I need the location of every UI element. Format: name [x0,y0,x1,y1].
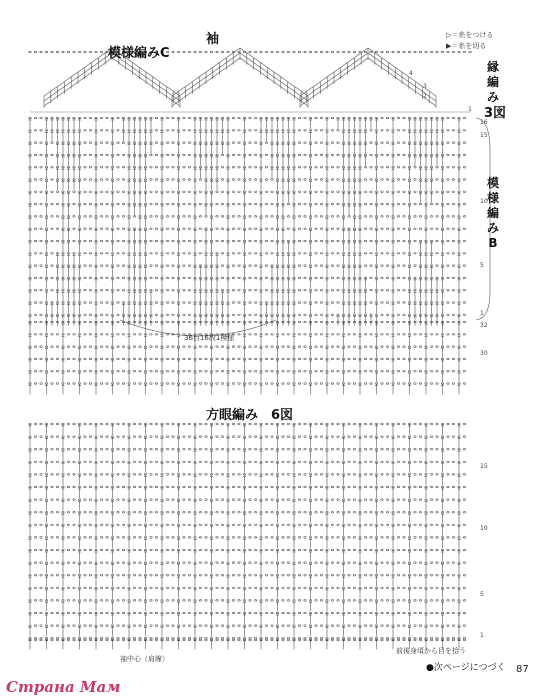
pattern-b-char: み [486,221,499,235]
edge-title-char: 縁 [486,60,499,74]
row-marker: 4 [409,70,413,77]
pattern-b-char: B [488,236,498,250]
pattern-b-char: 様 [486,191,499,205]
row-marker: 1 [480,632,484,639]
legend-attach-yarn: ▷＝糸をつける [446,31,494,39]
filet-title: 方眼編み 6図 [206,408,294,423]
row-marker: 10 [480,525,488,532]
pickup-note: 前後身頃から目を拾う [396,647,466,655]
row-marker: 15 [480,132,488,139]
pattern-b-char: 模 [486,176,499,190]
next-page-note: ●次ページにつづく [426,663,506,673]
row-marker: 10 [480,198,488,205]
row-marker: 1 [468,106,472,113]
edge-title-char: み [486,90,499,104]
pattern-b-title [486,176,500,251]
figure-3-label: 3図 [484,106,507,121]
watermark-logo: Страна Мам [6,678,121,696]
edge-title [486,60,500,105]
row-marker: 16 [480,119,488,126]
page-number: 87 [516,664,529,675]
row-marker: 2 [423,93,427,100]
row-marker: 15 [480,463,488,470]
repeat-label: 36目16段1模様 [184,334,235,342]
legend-cut-yarn: ▶＝糸を切る [446,42,487,50]
row-marker: 1 [480,310,484,317]
row-marker: 32 [480,322,488,329]
row-marker: 5 [480,262,484,269]
row-marker: 30 [480,350,488,357]
row-marker: 3 [423,83,427,90]
pattern-c-title: 模様編みC [108,46,170,61]
row-marker: 5 [480,591,484,598]
sleeve-center-label: 袖中心（肩線） [120,655,169,663]
chart-symbols [29,48,491,649]
sleeve-title: 袖 [206,32,220,47]
edge-title-char: 編 [486,75,499,89]
pattern-b-char: 編 [486,206,499,220]
